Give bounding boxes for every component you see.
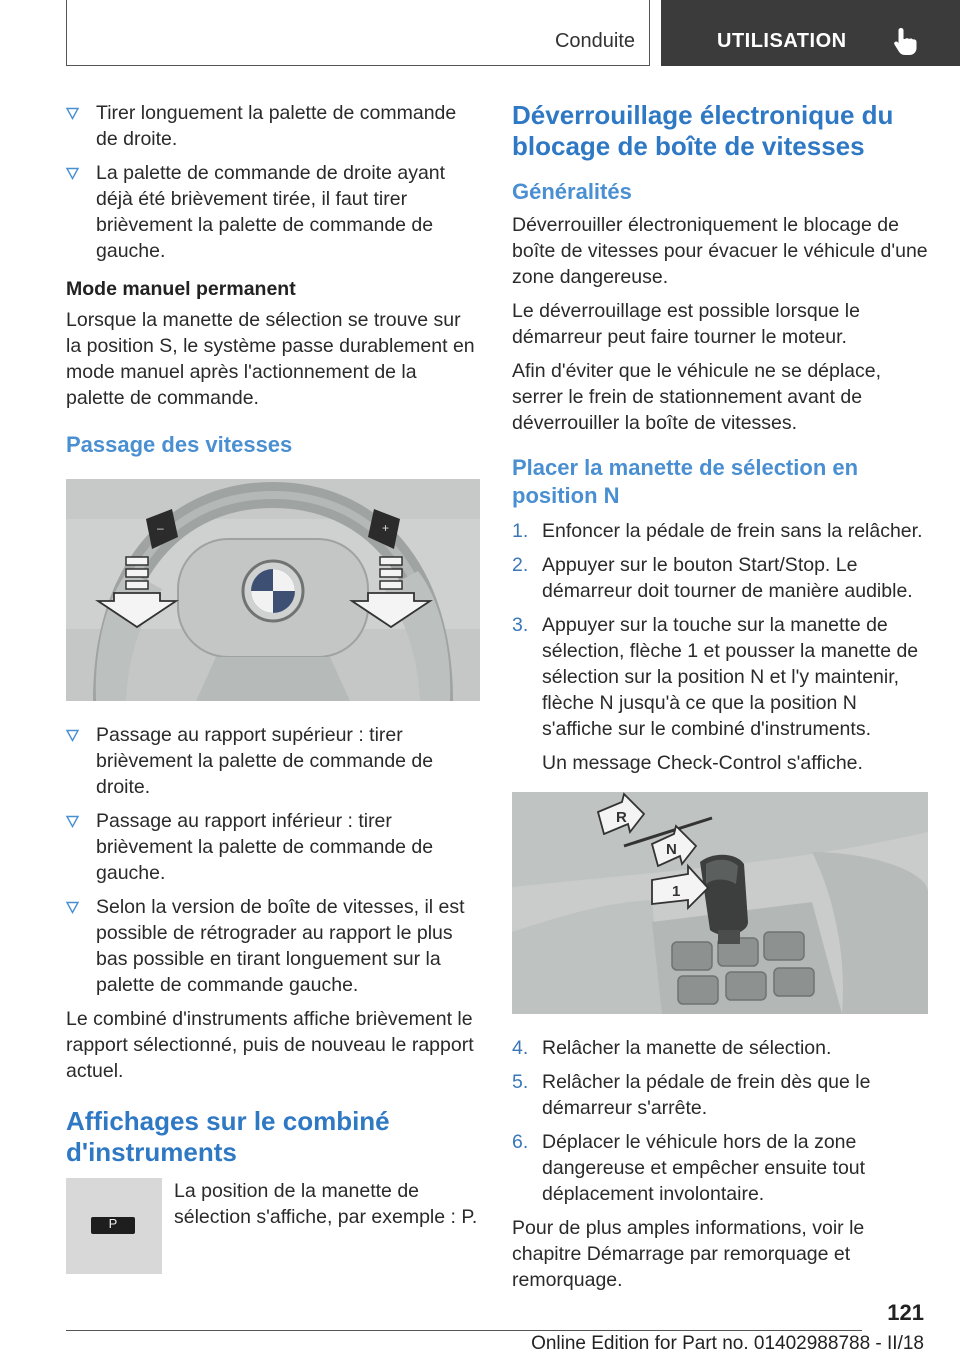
general-heading: Généralités: [512, 179, 632, 204]
triangle-bullet-icon: [66, 901, 79, 914]
list-item-text: Passage au rapport supérieur : tirer brièvement la palette de commande de droite.: [96, 724, 434, 798]
list-item: [512, 612, 928, 776]
gear-display-image: [66, 1178, 162, 1274]
steering-wheel-paddles-image: [66, 479, 480, 701]
gear-indicator-label: P: [108, 1216, 118, 1231]
step-text: Relâcher la pédale de frein dès que le démarreur s'arrête.: [542, 1071, 871, 1119]
unlock-heading: Déverrouillage électronique du blocage de boîte de vitesses: [512, 100, 894, 161]
header-chapter: [661, 0, 960, 66]
step-number: 2.: [512, 554, 529, 576]
step-number: 3.: [512, 614, 529, 636]
step-number: 4.: [512, 1037, 529, 1059]
triangle-bullet-icon: [66, 167, 79, 180]
header-chapter-title: UTILISATION: [717, 30, 847, 52]
step-number: 6.: [512, 1131, 529, 1153]
list-item: [512, 518, 928, 544]
step-number: 5.: [512, 1071, 529, 1093]
list-item: [66, 160, 480, 264]
steps-list-b: [512, 1035, 928, 1207]
arrow-label-r: R: [616, 809, 627, 826]
right-column: [512, 100, 928, 1301]
steps-list-a: [512, 518, 928, 776]
display-example: [66, 1178, 480, 1278]
list-item: [66, 100, 480, 152]
list-item-text: Selon la version de boîte de vitesses, il est possible de rétrograder au rapport le plus bas possible en tirant longuement sur la palette de commande gauche.: [96, 896, 465, 996]
general-paragraph: Déverrouiller électroniquement le blocage de boîte de vitesses pour évacuer le véhicule d'une zone dangereuse.: [512, 214, 928, 288]
list-item: [512, 1129, 928, 1207]
step-text: Relâcher la manette de sélection.: [542, 1037, 832, 1059]
gear-selector-image: [512, 792, 928, 1014]
shift-text: Le combiné d'instruments affiche brièvement le rapport sélectionné, puis de nouveau le rapport actuel.: [66, 1008, 474, 1082]
list-item: [66, 808, 480, 886]
list-item-text: La palette de commande de droite ayant déjà été brièvement tirée, il faut tirer brièvement la palette de commande de gauche.: [96, 162, 446, 262]
closing-text: Pour de plus amples informations, voir le chapitre Démarrage par remorquage et remorquage.: [512, 1217, 865, 1291]
display-heading: Affichages sur le combiné d'instruments: [66, 1106, 390, 1167]
footer-edition: Online Edition for Part no. 01402988788 - II/18: [531, 1333, 924, 1354]
header-section-title: Conduite: [66, 0, 650, 66]
page-number: 121: [887, 1300, 924, 1325]
list-item-text: Tirer longuement la palette de commande de droite.: [96, 102, 457, 150]
step-number: 1.: [512, 520, 529, 542]
general-paragraph: Afin d'éviter que le véhicule ne se déplace, serrer le frein de stationnement avant de déverrouiller la boîte de vitesses.: [512, 360, 882, 434]
list-item: [512, 552, 928, 604]
manual-mode-text: Lorsque la manette de sélection se trouve sur la position S, le système passe durablement en mode manuel après l'actionnement de la palette de commande.: [66, 309, 475, 409]
manual-mode-heading: Mode manuel permanent: [66, 278, 296, 300]
list-item: [66, 894, 480, 998]
position-n-heading: Placer la manette de sélection en position N: [512, 455, 859, 508]
svg-text:–: –: [157, 521, 164, 535]
hand-pointer-icon: [892, 26, 920, 56]
triangle-bullet-icon: [66, 815, 79, 828]
arrow-label-n: N: [666, 841, 677, 858]
gear-indicator: [91, 1217, 135, 1234]
step-text: Enfoncer la pédale de frein sans la relâcher.: [542, 520, 923, 542]
footer-divider: [66, 1330, 862, 1331]
triangle-bullet-icon: [66, 107, 79, 120]
list-item: [512, 1069, 928, 1121]
triangle-bullet-icon: [66, 729, 79, 742]
display-text: La position de la manette de sélection s'affiche, par exemple : P.: [174, 1180, 478, 1228]
general-paragraph: Le déverrouillage est possible lorsque le démarreur peut faire tourner le moteur.: [512, 300, 860, 348]
list-item: [66, 722, 480, 800]
step-text: Appuyer sur le bouton Start/Stop. Le démarreur doit tourner de manière audible.: [542, 554, 913, 602]
bullet-list-shift: [66, 722, 480, 998]
step-text: Appuyer sur la touche sur la manette de sélection, flèche 1 et pousser la manette de sélection sur la position N et l'y maintenir, flèche N jusqu'à ce que la position N s'affiche sur le combiné d'instruments.: [542, 614, 919, 740]
shift-heading: Passage des vitesses: [66, 432, 293, 457]
step-subtext: Un message Check-Control s'affiche.: [542, 752, 863, 774]
list-item-text: Passage au rapport inférieur : tirer brièvement la palette de commande de gauche.: [96, 810, 434, 884]
svg-text:+: +: [382, 521, 390, 535]
step-text: Déplacer le véhicule hors de la zone dangereuse et empêcher ensuite tout déplacement involontaire.: [542, 1131, 866, 1205]
arrow-label-1: 1: [672, 883, 681, 900]
bullet-list-top: [66, 100, 480, 264]
left-column: [66, 100, 480, 1278]
list-item: [512, 1035, 928, 1061]
